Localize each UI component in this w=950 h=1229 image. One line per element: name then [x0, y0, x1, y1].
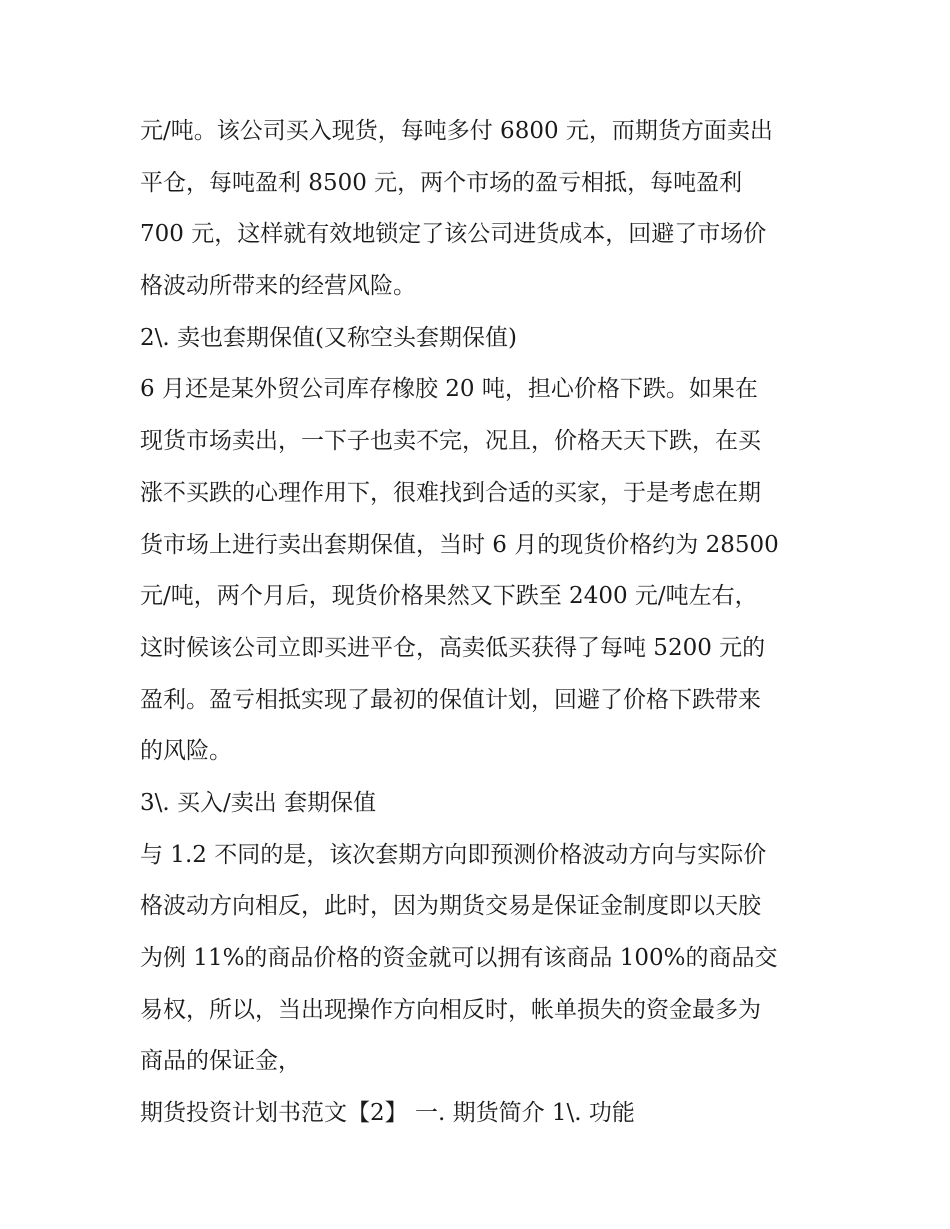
document-body — [140, 106, 830, 1140]
text-line: 易权，所以，当出现操作方向相反时，帐单损失的资金最多为 — [140, 996, 761, 1023]
text-line: 格波动方向相反，此时，因为期货交易是保证金制度即以天胶 — [140, 893, 761, 920]
text-line: 货市场上进行卖出套期保值，当时 6 月的现货价格约为 28500 — [140, 531, 779, 558]
text-line: 元/吨，两个月后，现货价格果然又下跌至 2400 元/吨左右， — [140, 583, 758, 610]
text-line: 为例 11%的商品价格的资金就可以拥有该商品 100%的商品交 — [140, 945, 778, 971]
section-heading: 期货投资计划书范文【2】 一. 期货简介 1\. 功能 — [140, 1100, 635, 1127]
section-heading: 2\. 卖也套期保值(又称空头套期保值) — [140, 324, 517, 351]
text-line: 现货市场卖出，一下子也卖不完，况且，价格天天下跌，在买 — [140, 428, 761, 455]
text-line: 与 1.2 不同的是，该次套期方向即预测价格波动方向与实际价 — [140, 841, 767, 868]
text-line: 平仓，每吨盈利 8500 元，两个市场的盈亏相抵，每吨盈利 — [140, 169, 743, 196]
text-line: 涨不买跌的心理作用下，很难找到合适的买家，于是考虑在期 — [140, 479, 761, 506]
text-line: 盈利。盈亏相抵实现了最初的保值计划，回避了价格下跌带来 — [140, 686, 761, 713]
text-line: 格波动所带来的经营风险。 — [140, 273, 416, 300]
text-line: 的风险。 — [140, 738, 232, 765]
text-line: 6 月还是某外贸公司库存橡胶 20 吨，担心价格下跌。如果在 — [140, 376, 758, 403]
text-line: 商品的保证金， — [140, 1048, 301, 1075]
text-line: 元/吨。该公司买入现货，每吨多付 6800 元，而期货方面卖出 — [140, 118, 773, 144]
section-heading: 3\. 买入/卖出 套期保值 — [140, 789, 377, 816]
text-line: 这时候该公司立即买进平仓，高卖低买获得了每吨 5200 元的 — [140, 634, 766, 661]
text-line: 700 元，这样就有效地锁定了该公司进货成本，回避了市场价 — [140, 221, 767, 248]
